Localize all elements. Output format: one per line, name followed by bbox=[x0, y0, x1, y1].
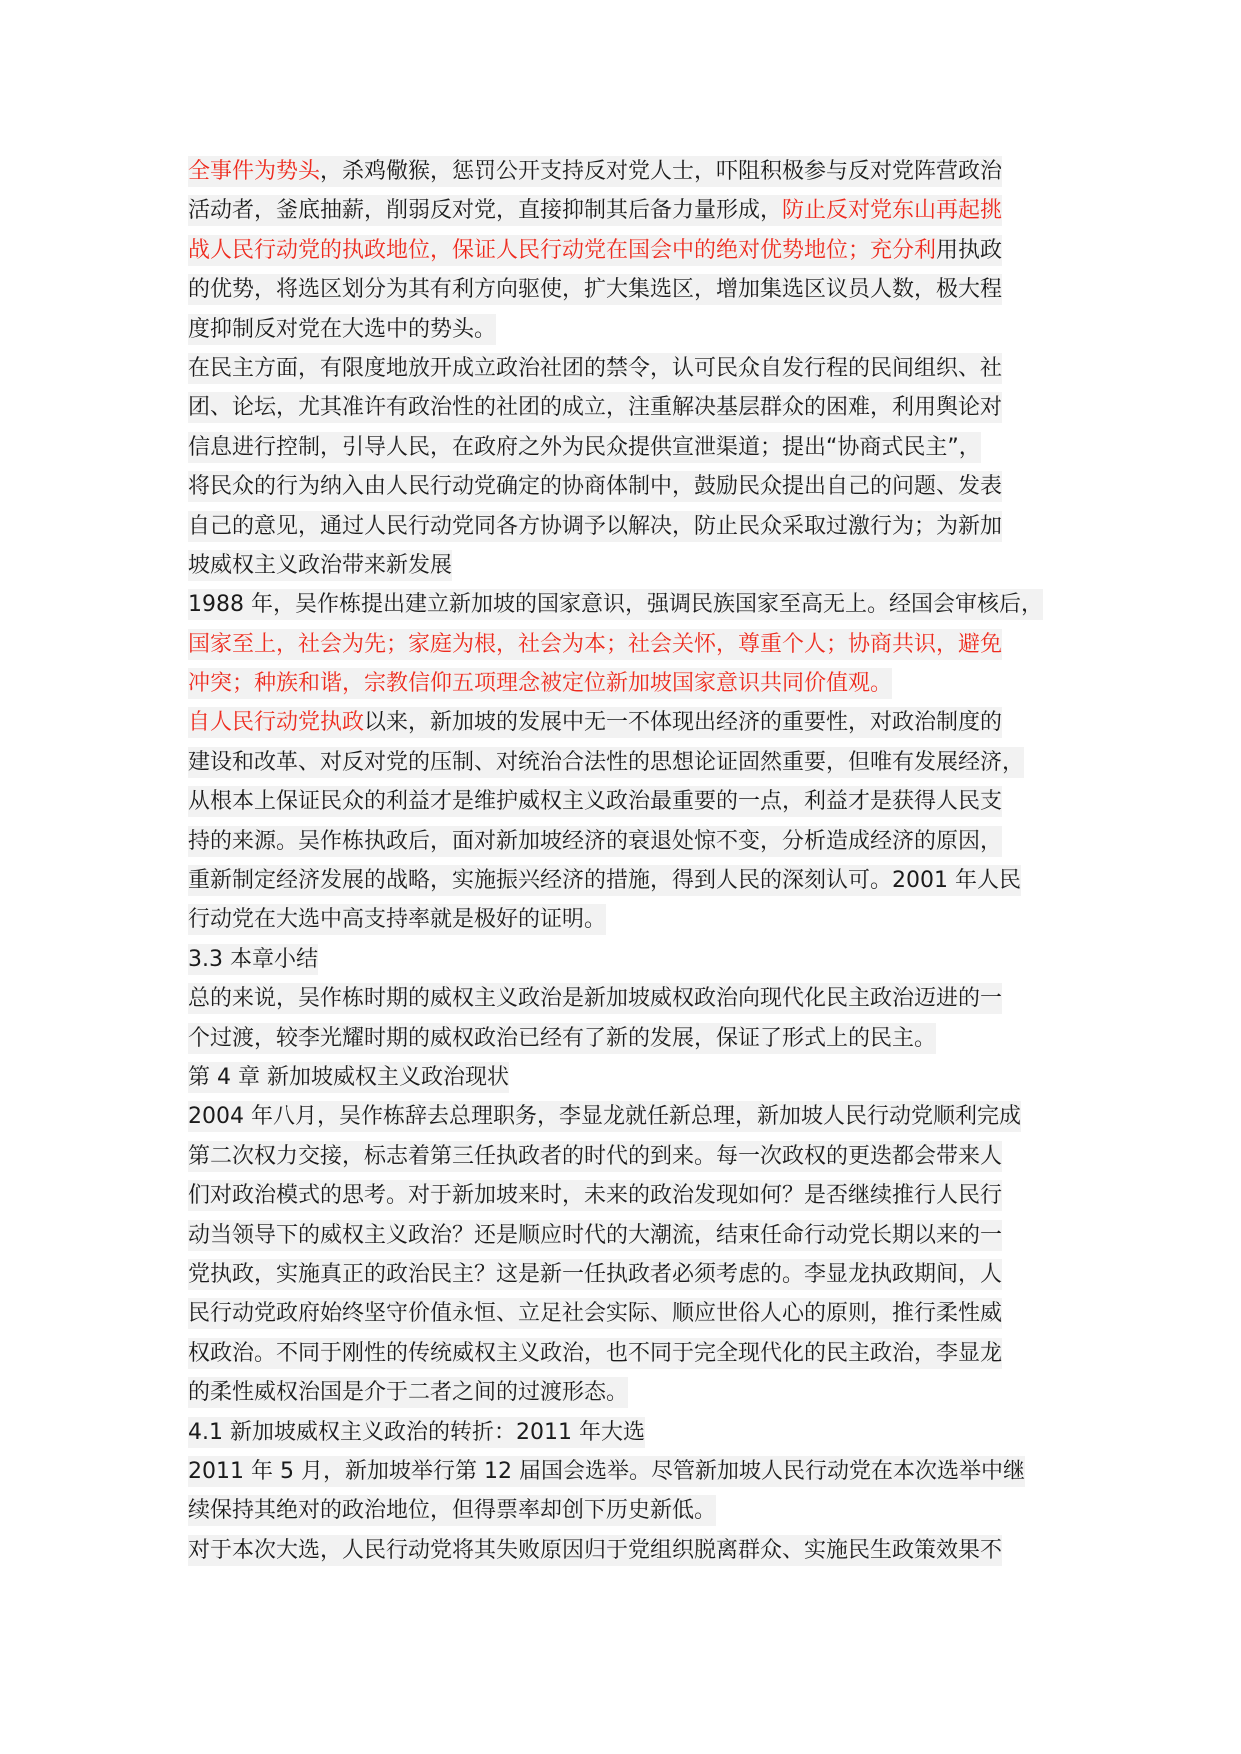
text-segment: 权政治。不同于刚性的传统威权主义政治，也不同于完全现代化的民主政治，李显龙 bbox=[188, 1340, 1003, 1366]
line-shading bbox=[188, 1101, 1021, 1132]
line-shading bbox=[188, 944, 318, 975]
text-segment: ，杀鸡儆猴，惩罚公开支持反对党人士，吓阻积极参与反对党阵营政治 bbox=[320, 159, 1003, 184]
line-shading bbox=[188, 904, 606, 935]
text-line bbox=[188, 1216, 1080, 1255]
text-segment: 从根本上保证民众的利益才是维护威权主义政治最重要的一点，利益才是获得人民支 bbox=[188, 789, 1003, 815]
text-line bbox=[188, 743, 1080, 782]
red-text-segment: 全事件为势头 bbox=[188, 159, 321, 184]
line-shading bbox=[188, 392, 1002, 423]
line-shading bbox=[188, 156, 1002, 187]
text-segment: 第二次权力交接，标志着第三任执政者的时代的到来。每一次政权的更迭都会带来人 bbox=[188, 1143, 1003, 1169]
text-segment: 民行动党政府始终坚守价值永恒、立足社会实际、顺应世俗人心的原则，推行柔性威 bbox=[188, 1301, 1003, 1327]
red-text-segment: 冲突；种族和谐，宗教信仰五项理念被定位新加坡国家意识共同价值观。 bbox=[188, 671, 893, 697]
line-shading bbox=[188, 865, 1021, 896]
text-segment: 信息进行控制，引导人民，在政府之外为民众提供宣泄渠道；提出“协商式民主”， bbox=[188, 434, 981, 460]
text-segment: 2004 年八月，吴作栋辞去总理职务，李显龙就任新总理，新加坡人民行动党顺利完成 bbox=[188, 1104, 1021, 1130]
text-segment: 的优势，将选区划分为其有利方向驱使，扩大集选区，增加集选区议员人数，极大程 bbox=[188, 277, 1003, 303]
line-shading bbox=[188, 1377, 628, 1408]
text-line bbox=[188, 1413, 1080, 1452]
red-text-segment: 自人民行动党执政 bbox=[188, 710, 365, 736]
line-shading bbox=[188, 1062, 509, 1093]
text-segment: 续保持其绝对的政治地位，但得票率却创下历史新低。 bbox=[188, 1498, 717, 1524]
text-line bbox=[188, 1452, 1080, 1491]
text-segment: 自己的意见，通过人民行动党同各方协调予以解决，防止民众采取过激行为；为新加 bbox=[188, 513, 1003, 539]
text-segment: 对于本次大选，人民行动党将其失败原因归于党组织脱离群众、实施民生政策效果不 bbox=[188, 1537, 1003, 1563]
line-shading bbox=[188, 589, 1043, 620]
line-shading bbox=[188, 432, 981, 463]
text-segment: 活动者，釜底抽薪，削弱反对党，直接抑制其后备力量形成， bbox=[188, 198, 783, 224]
red-text-segment: 国家至上，社会为先；家庭为根，社会为本；社会关怀，尊重个人；协商共识，避免 bbox=[188, 631, 1003, 657]
line-shading bbox=[188, 314, 496, 345]
text-line bbox=[188, 861, 1080, 900]
line-shading bbox=[188, 1298, 1002, 1329]
text-segment: 的柔性威权治国是介于二者之间的过渡形态。 bbox=[188, 1380, 629, 1406]
line-shading bbox=[188, 1023, 936, 1054]
text-segment: 3.3 本章小结 bbox=[188, 946, 318, 972]
text-line bbox=[188, 979, 1080, 1018]
text-segment: 总的来说，吴作栋时期的威权主义政治是新加坡威权政治向现代化民主政治迈进的一 bbox=[188, 986, 1003, 1012]
text-segment: 行动党在大选中高支持率就是极好的证明。 bbox=[188, 907, 607, 933]
text-line bbox=[188, 1255, 1080, 1294]
text-line bbox=[188, 625, 1080, 664]
line-shading bbox=[188, 550, 452, 581]
text-line bbox=[188, 428, 1080, 467]
text-segment: 以来，新加坡的发展中无一不体现出经济的重要性，对政治制度的 bbox=[364, 710, 1003, 736]
line-shading bbox=[188, 668, 892, 699]
text-segment: 团、论坛，尤其准许有政治性的社团的成立，注重解决基层群众的困难，利用舆论对 bbox=[188, 395, 1003, 421]
line-shading bbox=[188, 235, 1002, 266]
text-line bbox=[188, 388, 1080, 427]
text-line bbox=[188, 703, 1080, 742]
text-line bbox=[188, 822, 1080, 861]
text-line bbox=[188, 231, 1080, 270]
line-shading bbox=[188, 471, 1002, 502]
text-line bbox=[188, 191, 1080, 230]
text-line bbox=[188, 152, 1080, 191]
text-segment: 们对政治模式的思考。对于新加坡来时，未来的政治发现如何？是否继续推行人民行 bbox=[188, 1183, 1003, 1209]
text-line bbox=[188, 1019, 1080, 1058]
line-shading bbox=[188, 195, 1002, 226]
line-shading bbox=[188, 629, 1002, 660]
text-segment: 重新制定经济发展的战略，实施振兴经济的措施，得到人民的深刻认可。2001 年人民 bbox=[188, 868, 1021, 894]
line-shading bbox=[188, 1259, 1002, 1290]
text-segment: 坡威权主义政治带来新发展 bbox=[188, 552, 453, 578]
text-line bbox=[188, 310, 1080, 349]
document-body bbox=[188, 152, 1080, 1570]
text-line bbox=[188, 1294, 1080, 1333]
line-shading bbox=[188, 826, 1002, 857]
line-shading bbox=[188, 1417, 645, 1448]
text-segment: 个过渡，较李光耀时期的威权政治已经有了新的发展，保证了形式上的民主。 bbox=[188, 1025, 937, 1051]
line-shading bbox=[188, 1495, 716, 1526]
text-line bbox=[188, 467, 1080, 506]
line-shading bbox=[188, 274, 1002, 305]
text-segment: 在民主方面，有限度地放开成立政治社团的禁令，认可民众自发行程的民间组织、社 bbox=[188, 355, 1003, 381]
line-shading bbox=[188, 1180, 1002, 1211]
line-shading bbox=[188, 1456, 1025, 1487]
text-segment: 建设和改革、对反对党的压制、对统治合法性的思想论证固然重要，但唯有发展经济， bbox=[188, 749, 1025, 775]
text-line bbox=[188, 782, 1080, 821]
red-text-segment: 防止反对党东山再起挑 bbox=[782, 198, 1003, 224]
text-line bbox=[188, 1334, 1080, 1373]
text-line bbox=[188, 507, 1080, 546]
line-shading bbox=[188, 1220, 1002, 1251]
text-line bbox=[188, 1137, 1080, 1176]
text-segment: 2011 年 5 月，新加坡举行第 12 届国会选举。尽管新加坡人民行动党在本次选举中继 bbox=[188, 1458, 1025, 1484]
text-line bbox=[188, 1531, 1080, 1570]
line-shading bbox=[188, 786, 1002, 817]
text-line bbox=[188, 546, 1080, 585]
text-line bbox=[188, 1097, 1080, 1136]
text-line bbox=[188, 1176, 1080, 1215]
line-shading bbox=[188, 1535, 1002, 1566]
line-shading bbox=[188, 1338, 1002, 1369]
text-segment: 度抑制反对党在大选中的势头。 bbox=[188, 316, 497, 342]
red-text-segment: 战人民行动党的执政地位，保证人民行动党在国会中的绝对优势地位；充分利 bbox=[188, 237, 937, 263]
text-line bbox=[188, 664, 1080, 703]
text-line bbox=[188, 585, 1080, 624]
text-segment: 用执政 bbox=[936, 237, 1003, 263]
line-shading bbox=[188, 707, 1002, 738]
text-line bbox=[188, 349, 1080, 388]
line-shading bbox=[188, 747, 1024, 778]
line-shading bbox=[188, 983, 1002, 1014]
text-segment: 将民众的行为纳入由人民行动党确定的协商体制中，鼓励民众提出自己的问题、发表 bbox=[188, 474, 1003, 500]
text-line bbox=[188, 270, 1080, 309]
text-segment: 持的来源。吴作栋执政后，面对新加坡经济的衰退处惊不变，分析造成经济的原因， bbox=[188, 828, 1003, 854]
text-segment: 4.1 新加坡威权主义政治的转折：2011 年大选 bbox=[188, 1419, 645, 1445]
line-shading bbox=[188, 511, 1002, 542]
text-line bbox=[188, 1491, 1080, 1530]
text-line bbox=[188, 1373, 1080, 1412]
text-line bbox=[188, 1058, 1080, 1097]
text-segment: 1988 年，吴作栋提出建立新加坡的国家意识，强调民族国家至高无上。经国会审核后， bbox=[188, 592, 1043, 618]
line-shading bbox=[188, 1141, 1002, 1172]
text-segment: 第 4 章 新加坡威权主义政治现状 bbox=[188, 1064, 509, 1090]
line-shading bbox=[188, 353, 1002, 384]
text-segment: 动当领导下的威权主义政治？还是顺应时代的大潮流，结束任命行动党长期以来的一 bbox=[188, 1222, 1003, 1248]
text-line bbox=[188, 900, 1080, 939]
text-line bbox=[188, 940, 1080, 979]
text-segment: 党执政，实施真正的政治民主？这是新一任执政者必须考虑的。李显龙执政期间，人 bbox=[188, 1261, 1003, 1287]
